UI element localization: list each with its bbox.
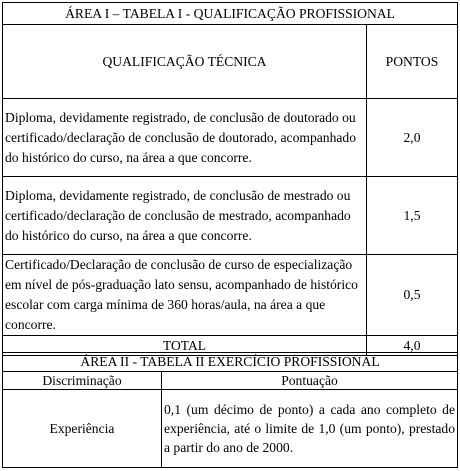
header-qualificacao-tecnica: QUALIFICAÇÃO TÉCNICA <box>3 25 367 99</box>
table-row <box>3 255 458 336</box>
table-2-title: ÁREA II - TABELA II EXERCÍCIO PROFISSIONAL <box>3 353 458 372</box>
row-doutorado-desc: Diploma, devidamente registrado, de conclusão de doutorado ou certificado/declaração de conclusão de doutorado, acompanhado do histórico do curso, na área a que concorre. <box>3 99 367 177</box>
table-1-title: ÁREA I – TABELA I - QUALIFICAÇÃO PROFISSIONAL <box>3 3 458 25</box>
table-row <box>3 390 458 468</box>
row-experiencia-score: 0,1 (um décimo de ponto) a cada ano completo de experiência, até o limite de 1,0 (um ponto), prestado a partir do ano de 2000. <box>162 390 458 468</box>
header-pontuacao: Pontuação <box>162 372 458 390</box>
total-value: 4,0 <box>367 336 458 356</box>
table-row <box>3 177 458 255</box>
row-especializacao-desc: Certificado/Declaração de conclusão de curso de especialização em nível de pós-graduação lato sensu, acompanhado de histórico escolar com carga mínima de 360 horas/aula, na área a que concorre. <box>3 255 367 336</box>
row-doutorado-points: 2,0 <box>367 99 458 177</box>
row-mestrado-points: 1,5 <box>367 177 458 255</box>
row-experiencia-item: Experiência <box>3 390 162 468</box>
row-mestrado-desc: Diploma, devidamente registrado, de conclusão de mestrado ou certificado/declaração de conclusão de mestrado, acompanhado do histórico do curso, na área a que concorre. <box>3 177 367 255</box>
header-pontos: PONTOS <box>367 25 458 99</box>
total-label: TOTAL <box>3 336 367 356</box>
table-area-2 <box>2 352 458 468</box>
table-row <box>3 99 458 177</box>
row-especializacao-points: 0,5 <box>367 255 458 336</box>
table-area-1 <box>2 2 458 356</box>
header-discriminacao: Discriminação <box>3 372 162 390</box>
